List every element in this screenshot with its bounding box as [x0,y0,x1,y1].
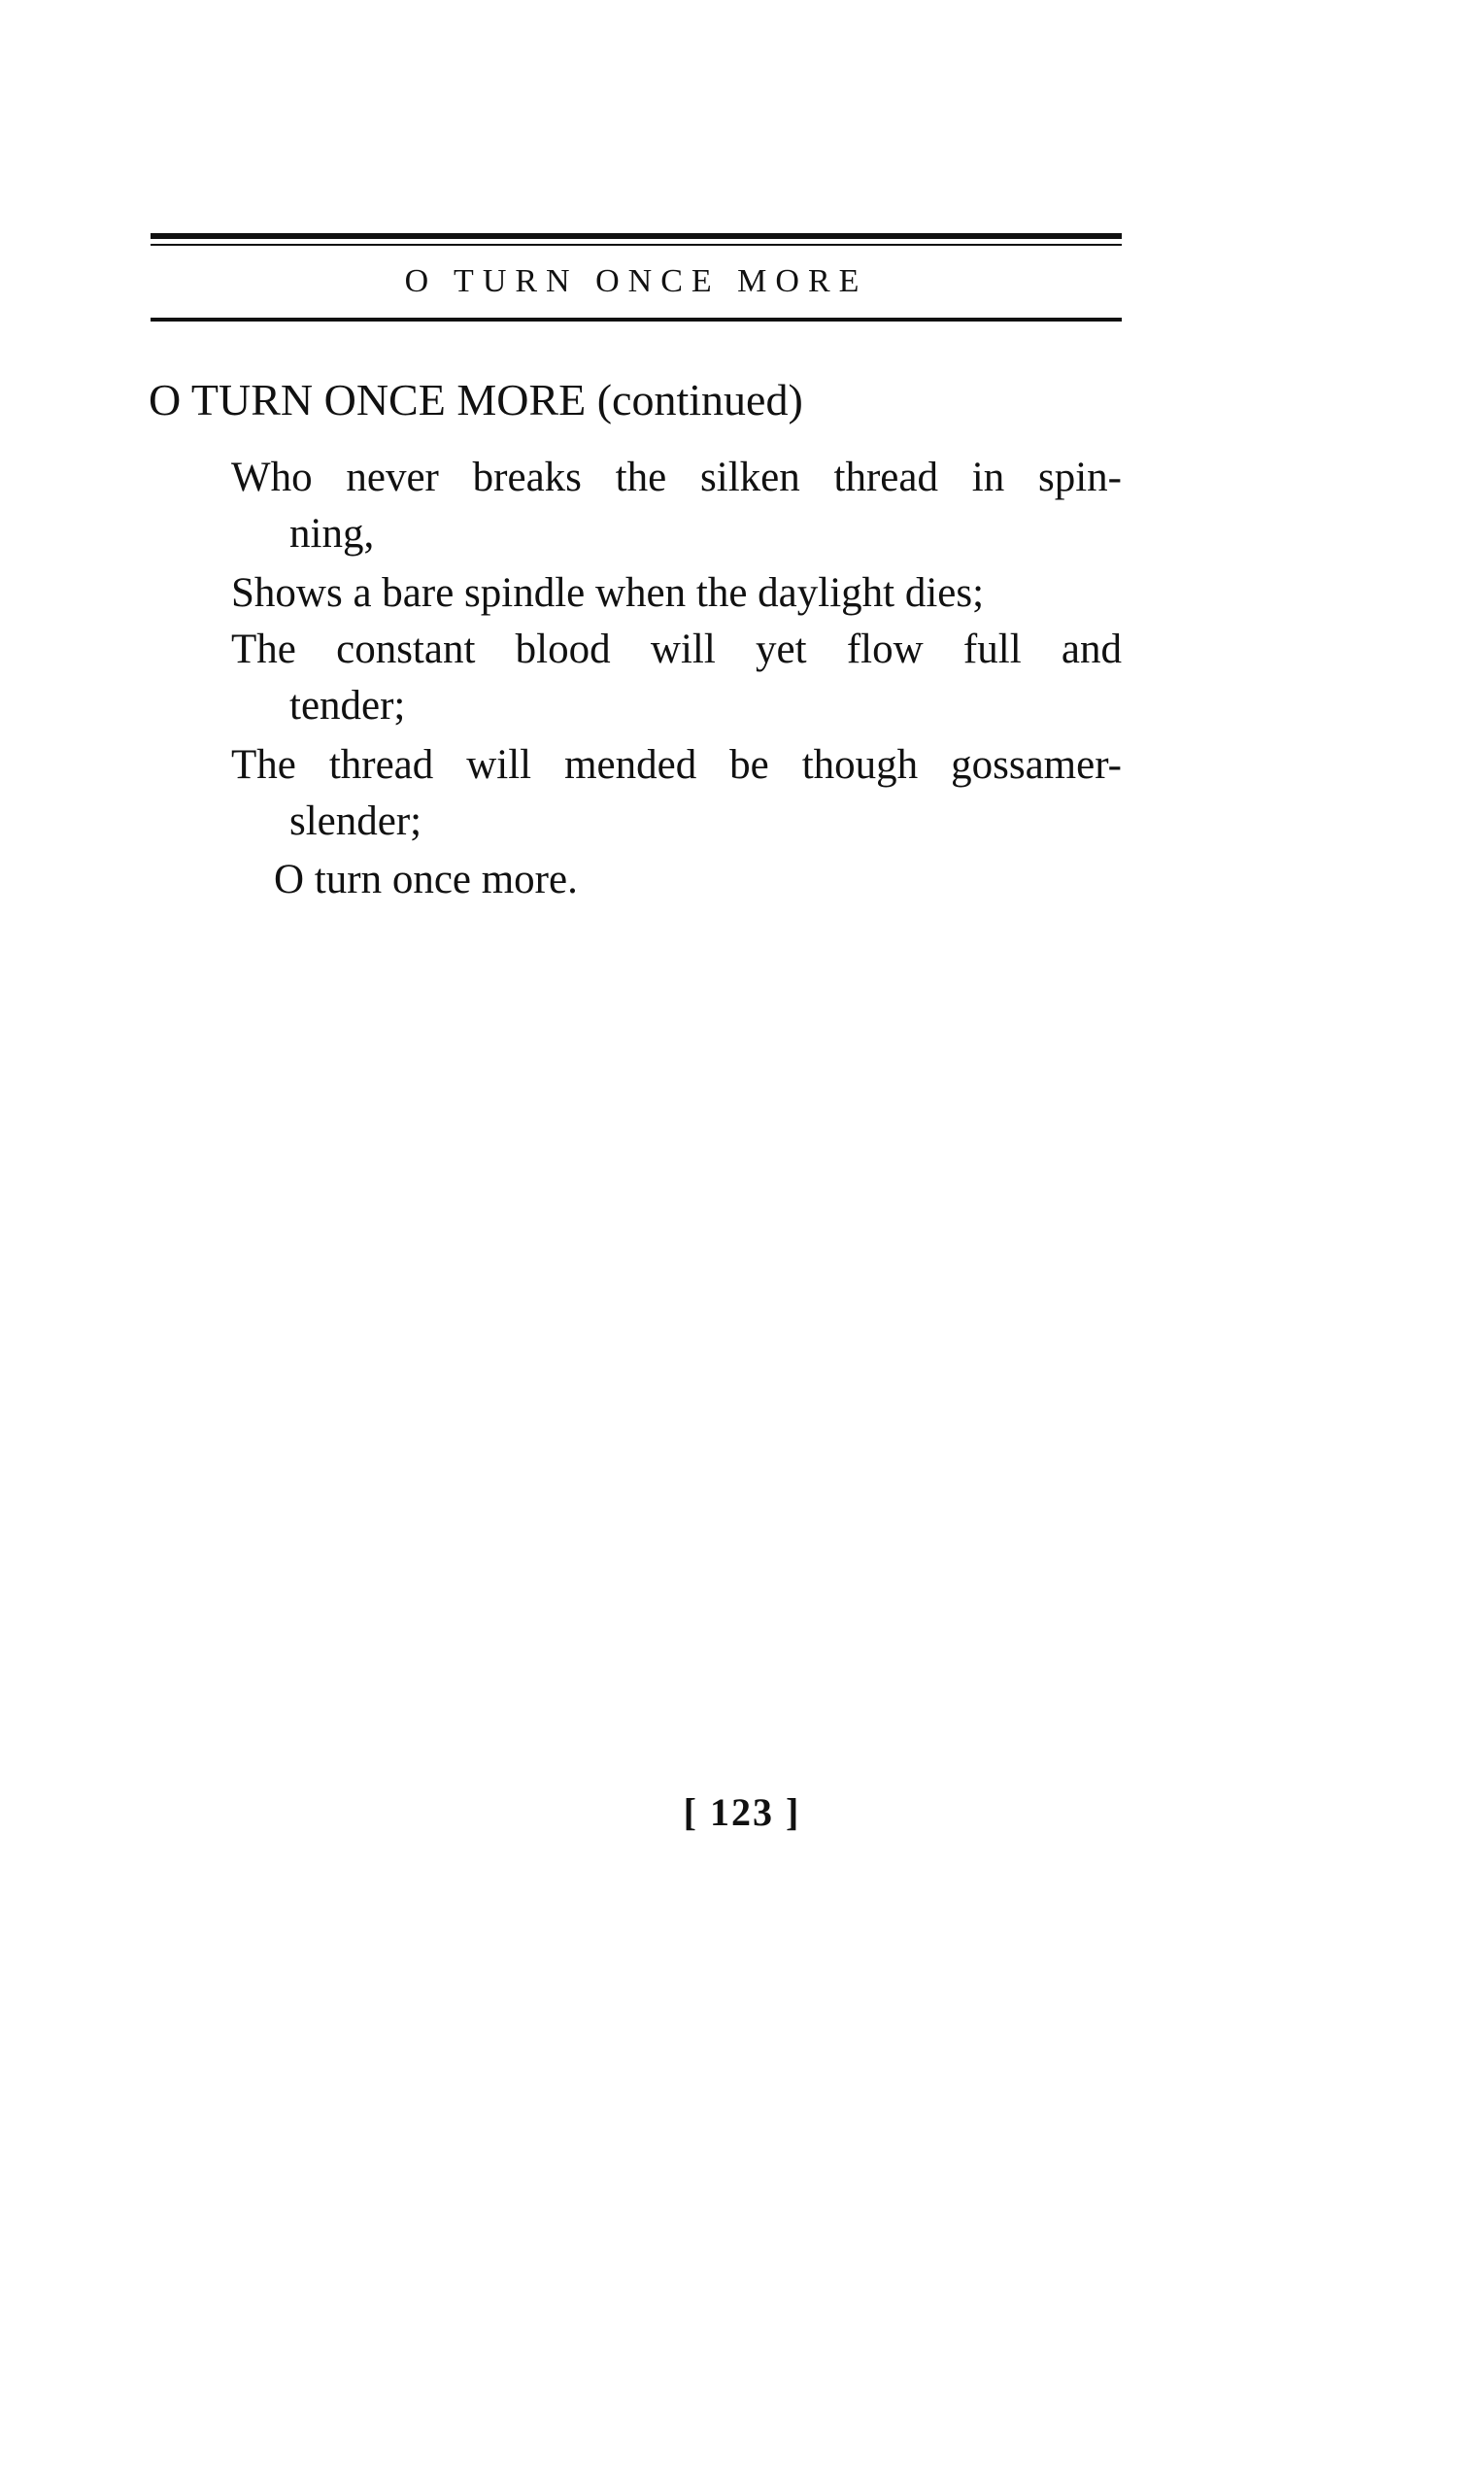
header-rule-thick [151,233,1122,239]
verse-line-7: slender; [289,798,422,844]
running-head: O TURN ONCE MORE [404,263,868,299]
header-rule-bottom [151,318,1122,322]
verse-line-4: The constant blood will yet flow full and [231,627,1122,672]
verse-line-1: Who never breaks the silken thread in spin- [231,455,1122,500]
header-rule-thin [151,244,1122,246]
verse-line-3: Shows a bare spindle when the daylight dies; [231,570,985,616]
verse-line-6: The thread will mended be though gossamer- [231,742,1122,788]
page-number: [ 123 ] [683,1790,801,1834]
verse-line-5: tender; [289,683,406,729]
verse-line-8: O turn once more. [274,857,578,902]
poem-title: O TURN ONCE MORE (continued) [149,375,803,424]
verse-line-2: ning, [289,511,375,557]
